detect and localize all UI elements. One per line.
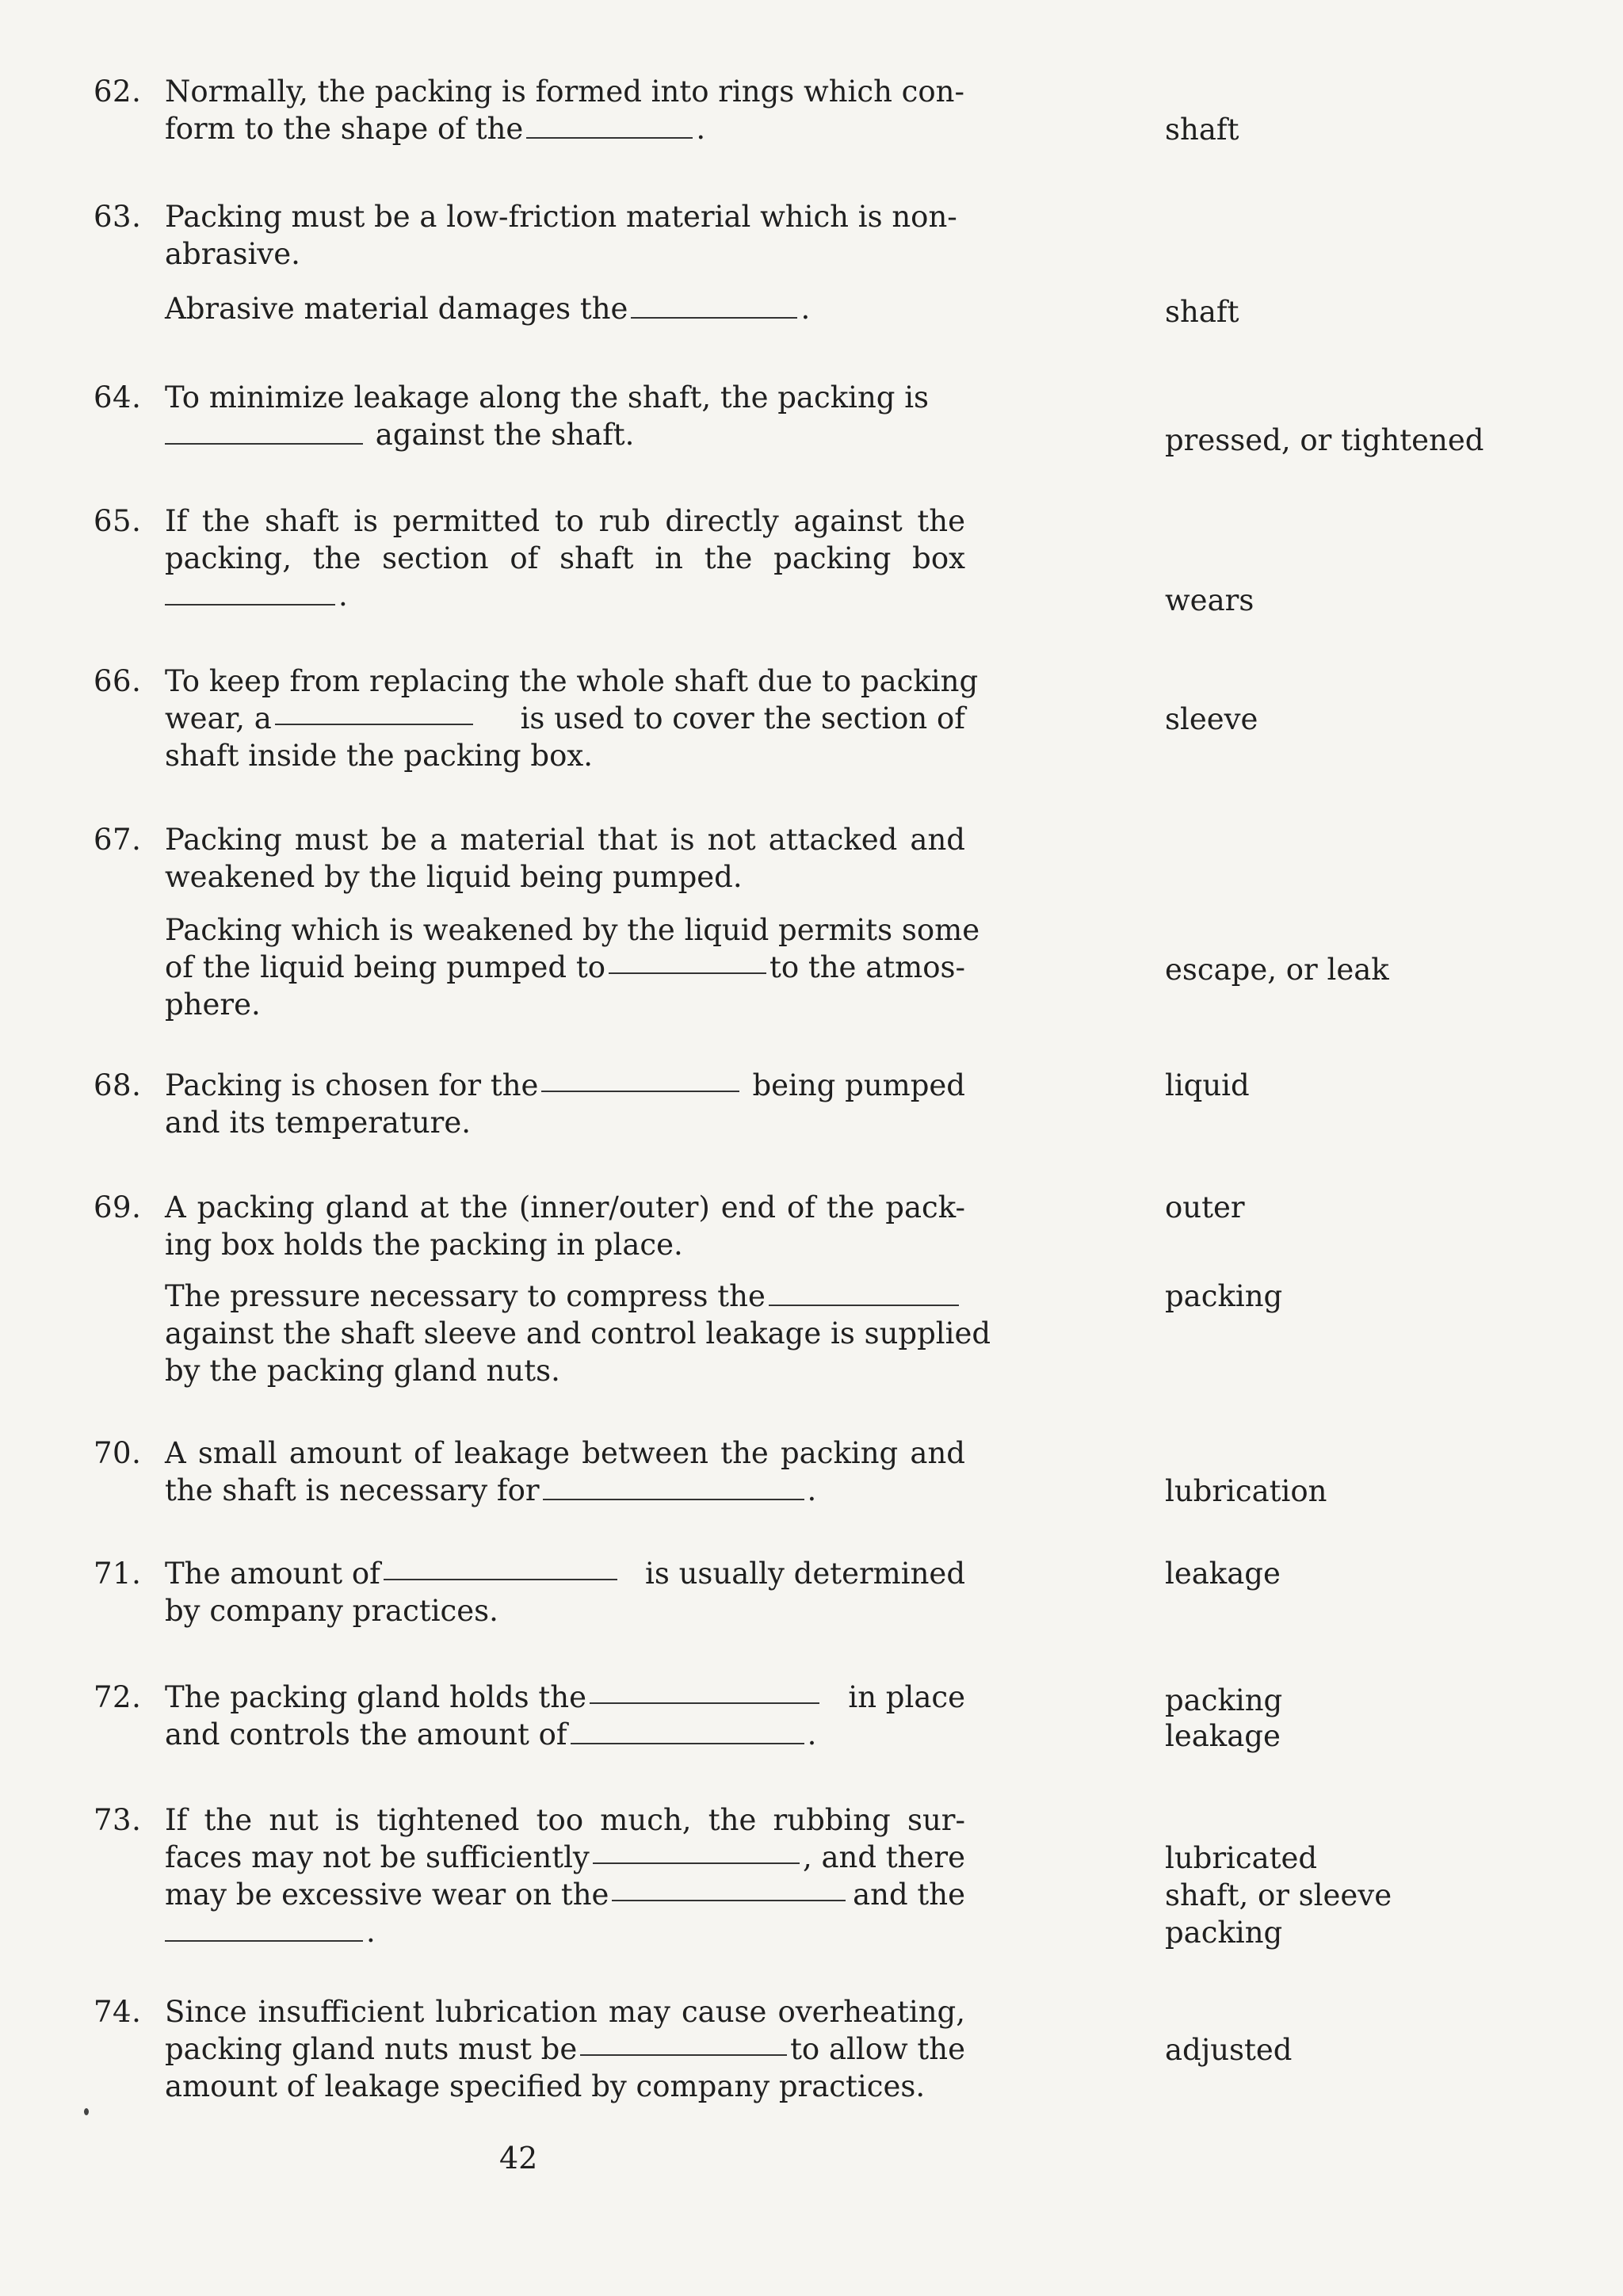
answer-blank[interactable]	[541, 1067, 739, 1092]
question-number: 64.	[94, 380, 142, 415]
answer-69a: outer	[1165, 1190, 1245, 1224]
answer-blank[interactable]	[590, 1679, 819, 1704]
question-text: The amount of is usually determined by company practices.	[165, 1557, 965, 1628]
question-number: 66.	[94, 664, 142, 698]
question-number: 71.	[94, 1557, 142, 1591]
question-text: Packing must be a material that is not attacked and weakened by the liquid being pumped. Packing which is weakened by the liquid permits some of the liquid being pumped to to the atmos- phere.	[165, 823, 980, 1022]
answer-blank[interactable]	[165, 580, 335, 606]
question-text: The packing gland holds the in place and controls the amount of .	[165, 1680, 965, 1752]
question-text: Packing must be a low-friction material which is non- abrasive. Abrasive material damages the .	[165, 200, 957, 326]
question-number: 62.	[94, 74, 142, 109]
question-number: 74.	[94, 1995, 142, 2029]
question-text: To minimize leakage along the shaft, the packing is against the shaft.	[165, 380, 930, 452]
question-text: A packing gland at the (inner/outer) end of the pack- ing box holds the packing in place. The pressure necessary to compress the against the shaft sleeve and control leakage is supplied by the packing gland nuts.	[165, 1190, 991, 1388]
question-number: 65.	[94, 504, 142, 538]
question-number: 72.	[94, 1680, 142, 1714]
question-text: If the nut is tightened too much, the rubbing sur- faces may not be sufficiently , and there may be excessive wear on the and the .	[165, 1803, 965, 1949]
answer-67: escape, or leak	[1165, 953, 1389, 987]
question-number: 69.	[94, 1190, 142, 1224]
answer-73b: shaft, or sleeve	[1165, 1878, 1392, 1912]
answer-65: wears	[1165, 583, 1254, 617]
answer-71: leakage	[1165, 1557, 1281, 1591]
answer-66: sleeve	[1165, 702, 1258, 736]
answer-blank[interactable]	[543, 1475, 804, 1500]
answer-72a: packing	[1165, 1683, 1283, 1717]
question-number: 63.	[94, 200, 142, 234]
question-number: 68.	[94, 1068, 142, 1102]
answer-blank[interactable]	[526, 113, 693, 139]
answer-blank[interactable]	[165, 1916, 363, 1942]
question-text: Normally, the packing is formed into rings which con- form to the shape of the .	[165, 74, 965, 146]
answer-72b: leakage	[1165, 1719, 1281, 1753]
answer-blank[interactable]	[769, 1281, 959, 1306]
answer-62: shaft	[1165, 113, 1239, 147]
scan-speck	[84, 2108, 89, 2115]
answer-blank[interactable]	[571, 1719, 804, 1744]
answer-blank[interactable]	[580, 2030, 787, 2056]
question-number: 73.	[94, 1803, 142, 1837]
answer-blank[interactable]	[384, 1555, 617, 1580]
page-number: 42	[499, 2141, 538, 2176]
answer-73c: packing	[1165, 1916, 1283, 1950]
answer-blank[interactable]	[609, 949, 766, 974]
answer-blank[interactable]	[631, 293, 797, 319]
answer-64: pressed, or tightened	[1165, 423, 1484, 457]
answer-blank[interactable]	[275, 700, 473, 725]
answer-blank[interactable]	[165, 419, 363, 445]
answer-69b: packing	[1165, 1279, 1283, 1313]
answer-70: lubrication	[1165, 1474, 1327, 1508]
answer-68: liquid	[1165, 1068, 1250, 1102]
answer-63: shaft	[1165, 295, 1239, 329]
question-number: 70.	[94, 1436, 142, 1470]
question-number: 67.	[94, 823, 142, 857]
answer-blank[interactable]	[612, 1876, 846, 1901]
question-text: Packing is chosen for the being pumped and its temperature.	[165, 1068, 965, 1140]
answer-73a: lubricated	[1165, 1841, 1318, 1875]
answer-74: adjusted	[1165, 2033, 1293, 2067]
question-text: Since insufficient lubrication may cause overheating, packing gland nuts must be to allow the amount of leakage specified by company practices.	[165, 1995, 965, 2103]
question-text: A small amount of leakage between the packing and the shaft is necessary for .	[165, 1436, 965, 1507]
question-text: To keep from replacing the whole shaft due to packing wear, a is used to cover the section of shaft inside the packing box.	[165, 664, 979, 773]
question-text: If the shaft is permitted to rub directly against the packing, the section of shaft in the packing box .	[165, 504, 965, 613]
answer-blank[interactable]	[593, 1839, 800, 1864]
